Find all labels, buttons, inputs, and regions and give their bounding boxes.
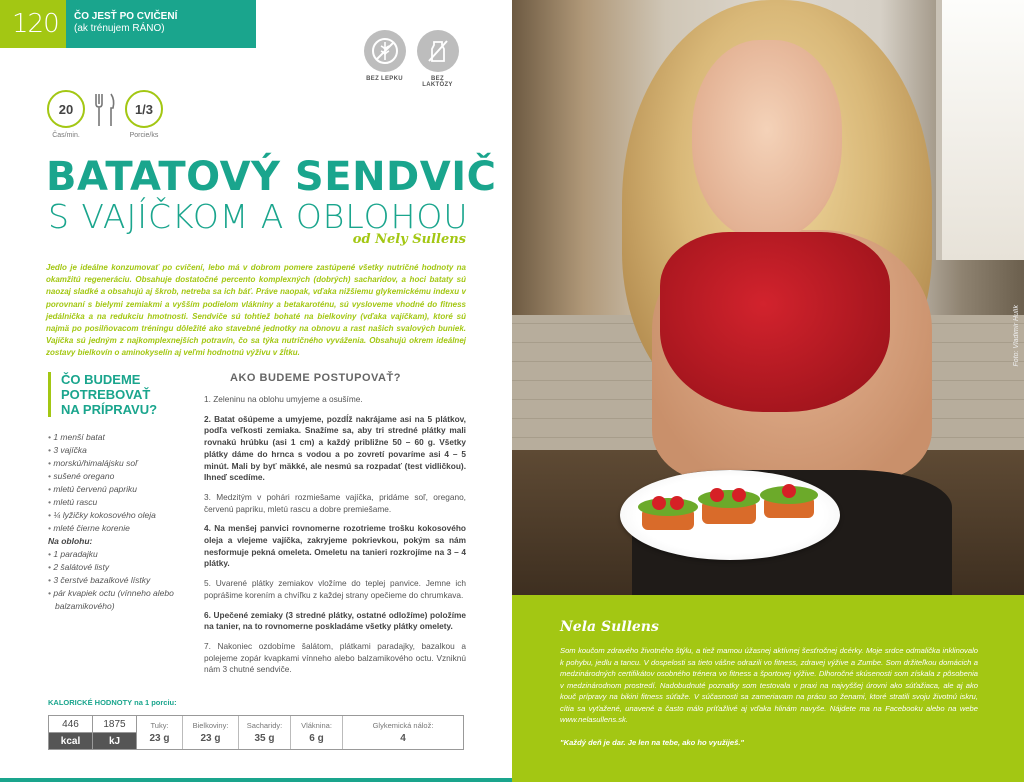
- bottom-stripe: [0, 778, 512, 782]
- nutrition-value: 23 g: [149, 733, 170, 744]
- ingredient-item: • morskú/himalájsku soľ: [48, 457, 188, 470]
- ingredient-item: • ¼ lyžičky kokosového oleja: [48, 509, 188, 522]
- sandwich: [764, 496, 814, 518]
- photo-credit: Foto: Vladimír Hulík: [1013, 305, 1020, 367]
- garnish-item: • pár kvapiek octu (vínneho alebo balzamikového): [48, 587, 188, 613]
- ingredients-heading: [48, 372, 178, 417]
- section-heading: [66, 0, 256, 48]
- garnish-item: • 1 paradajku: [48, 548, 188, 561]
- ingredient-item: • 3 vajíčka: [48, 444, 188, 457]
- no-gluten-icon: [364, 30, 406, 72]
- kcal-value: 446: [49, 716, 92, 733]
- ingredient-item: • sušené oregano: [48, 470, 188, 483]
- nutrition-cell: [183, 716, 239, 749]
- nutrition-table: [48, 715, 464, 750]
- nutrition-cell: [137, 716, 183, 749]
- right-page: [512, 0, 1024, 782]
- recipe-intro: Jedlo je ideálne konzumovať po cvičení, lebo má v dobrom pomere zastúpené všetky nutričné hodnoty na okamžitú regeneráciu. Obsahuje dostatočné percento komplexných (dobrých) sacharidov, a hoci bataty sú naozaj sladké a obsahujú aj škrob, netreba sa ich báť. Práve naopak, vďaka nižšiemu glykemickému indexu v porovnaní s bielymi zemiakmi a vyšším podielom vlákniny a betakaroténu, sú vysloveme vhodné do fitness jedálnička a na redukciu hmotnosti. Sendviče sú tohtiež bohaté na bielkoviny (vďaka vajíčkam), ktoré sú najmä po posilňovacom tréningu dôležité ako stavebné jednotky na obnovu a rast našich svalových buniek. Vajíčka sú jedným z najkomplexnejších potravín, čo sa týka nutričného vyváženia. Obsahujú okrem ideálnej zostavy bielkovín o aminokyselín aj veľmi hodnotnú výživu v žĺtku.: [46, 263, 466, 358]
- nutrition-value: 6 g: [309, 733, 324, 744]
- page-number: 120: [0, 0, 66, 48]
- section-subtitle: (ak trénujem RÁNO): [74, 23, 165, 34]
- allergen-badge-lactose: [415, 30, 460, 88]
- kj-value: 1875: [93, 716, 136, 733]
- step-item: 6. Upečené zemiaky (3 stredné plátky, ostatné odložíme) položíme na tanier, na to rovnomerne poskladáme všetky plátky omelety.: [204, 609, 466, 632]
- no-lactose-icon: [417, 30, 459, 72]
- nutrition-label: Glykemická nálož:: [372, 721, 434, 730]
- time-label: Čas/min.: [52, 132, 80, 139]
- steps-list: [204, 394, 466, 684]
- steps-heading: AKO BUDEME POSTUPOVAŤ?: [230, 372, 401, 384]
- portion-label: Porcie/ks: [129, 132, 159, 139]
- nutrition-label: Sacharidy:: [246, 721, 283, 730]
- time-meta: [47, 90, 85, 139]
- step-item: 4. Na menšej panvici rovnomerne rozotrieme trošku kokosového oleja a vlejeme vajíčka, zakryjeme pokrievkou, pokým sa nám nesformuje pekná omeleta. Omeletu na tanieri rozkrojíme na 3 – 4 plátky.: [204, 523, 466, 569]
- garnish-heading: Na oblohu:: [48, 536, 93, 546]
- ingredient-item: • mletú rascu: [48, 496, 188, 509]
- nutrition-value: 35 g: [254, 733, 275, 744]
- nutrition-label: Tuky:: [150, 721, 169, 730]
- ingredients-list: [48, 431, 188, 613]
- step-item: 3. Medzitým v pohári rozmiešame vajíčka, pridáme soľ, oregano, červenú papriku, mletú rascu a dobre premiešame.: [204, 491, 466, 514]
- kj-unit: kJ: [93, 733, 136, 749]
- allergen-label: BEZ LAKTÓZY: [422, 76, 453, 88]
- ingredient-item: • 1 menší batat: [48, 431, 188, 444]
- ingredients-heading-line: POTREBOVAŤ: [61, 387, 151, 402]
- photo-red-top: [660, 232, 890, 412]
- time-value: 20: [47, 90, 85, 128]
- bio-quote: "Každý deň je dar. Je len na tebe, ako ho využiješ.": [560, 737, 745, 747]
- nutrition-value: 23 g: [200, 733, 221, 744]
- author-photo: [512, 0, 1024, 595]
- nutrition-title: KALORICKÉ HODNOTY na 1 porciu:: [48, 698, 177, 707]
- nutrition-cell: [291, 716, 343, 749]
- step-item: 5. Uvarené plátky zemiakov vložíme do teplej panvice. Jemne ich poprášime korením a chvíľku z každej strany opečieme do chrumkava.: [204, 578, 466, 600]
- step-item: 2. Batat ošúpeme a umyjeme, pozdĺž nakrájame asi na 5 plátkov, podľa veľkosti zemiaka. Snažíme sa, aby tri stredné plátky mali rovnakú hrúbku (asi 1 cm) a každý približne 50 – 60 g. Všetky plátky dáme do hrnca s vodou a po zovretí povaríme asi 4 – 5 minút. Mali by byť mäkké, ale nesmú sa rozpadať (test vidličkou). Ihneď scedíme.: [204, 413, 466, 483]
- nutrition-label: Vláknina:: [301, 721, 332, 730]
- cutlery-icon: [91, 90, 119, 130]
- allergen-badges: [362, 30, 460, 88]
- nutrition-cell: [239, 716, 291, 749]
- garnish-item: • 2 šalátové listy: [48, 561, 188, 574]
- kcal-cell: [49, 716, 93, 749]
- step-item: 7. Nakoniec ozdobíme šalátom, plátkami paradajky, bazalkou a polejeme zopár kvapkami vínneho alebo balzamikového octu. Vzniknú nám 3 chutné sendviče.: [204, 640, 466, 675]
- nutrition-value: 4: [400, 733, 406, 744]
- ingredients-heading-line: ČO BUDEME: [61, 372, 141, 387]
- photo-face: [692, 40, 842, 240]
- page-header: [0, 0, 256, 48]
- garnish-item: • 3 čerstvé bazalkové lístky: [48, 574, 188, 587]
- ingredient-item: • mleté čierne korenie: [48, 522, 188, 535]
- nutrition-cell: [343, 716, 463, 749]
- allergen-label: BEZ LEPKU: [366, 76, 403, 82]
- recipe-title: BATATOVÝ SENDVIČ: [46, 154, 497, 200]
- kj-cell: [93, 716, 137, 749]
- kitchen-cabinet: [936, 0, 1024, 260]
- recipe-author: od Nely Sullens: [352, 232, 466, 247]
- portion-value: 1/3: [125, 90, 163, 128]
- portion-meta: [125, 90, 163, 139]
- section-title: ČO JESŤ PO CVIČENÍ: [74, 11, 178, 22]
- recipe-subtitle: S VAJÍČKOM A OBLOHOU: [48, 197, 469, 236]
- ingredients-heading-line: NA PRÍPRAVU?: [61, 402, 158, 417]
- nutrition-label: Bielkoviny:: [192, 721, 229, 730]
- sandwich: [702, 500, 756, 524]
- recipe-meta: [47, 90, 163, 139]
- author-bio: [512, 595, 1024, 782]
- sandwich: [642, 508, 694, 530]
- author-name: Nela Sullens: [560, 619, 659, 635]
- kcal-unit: kcal: [49, 733, 92, 749]
- step-item: 1. Zeleninu na oblohu umyjeme a osušíme.: [204, 394, 363, 404]
- allergen-badge-gluten: [362, 30, 407, 88]
- ingredient-item: • mletú červenú papriku: [48, 483, 188, 496]
- sandwich-plate: [620, 470, 840, 560]
- bio-text: Som koučom zdravého životného štýlu, a tiež mamou úžasnej aktívnej šesťročnej dcérky. Moje srdce odmalička inklinovalo k pohybu, jedlu a tancu. V dospelosti sa tieto vášne odrazili vo fitness, zdravej výžive a Zumbe. Som držiteľkou domácich a medzinárodných certifikátov osobného trénera vo fitness a športovej výžive. Dlhoročné skúsenosti som získala z pôsobenia v medzinárodnom prostredí. Nadobudnuté poznatky som testovala v praxi na najvyššej úrovni ako súťažiaca, ale aj ako kouč prípravy na bikini fitness súťaže. V súčasnosti sa zameriavam na prácu so ženami, ktoré stratili svoju životnú iskru, cítia sa vyťažené, unavené a často málo príťažlivé aj vďaka hlinám navyše. Nájdete ma na Facebooku alebo na webe www.nelasullens.sk.: [560, 646, 978, 724]
